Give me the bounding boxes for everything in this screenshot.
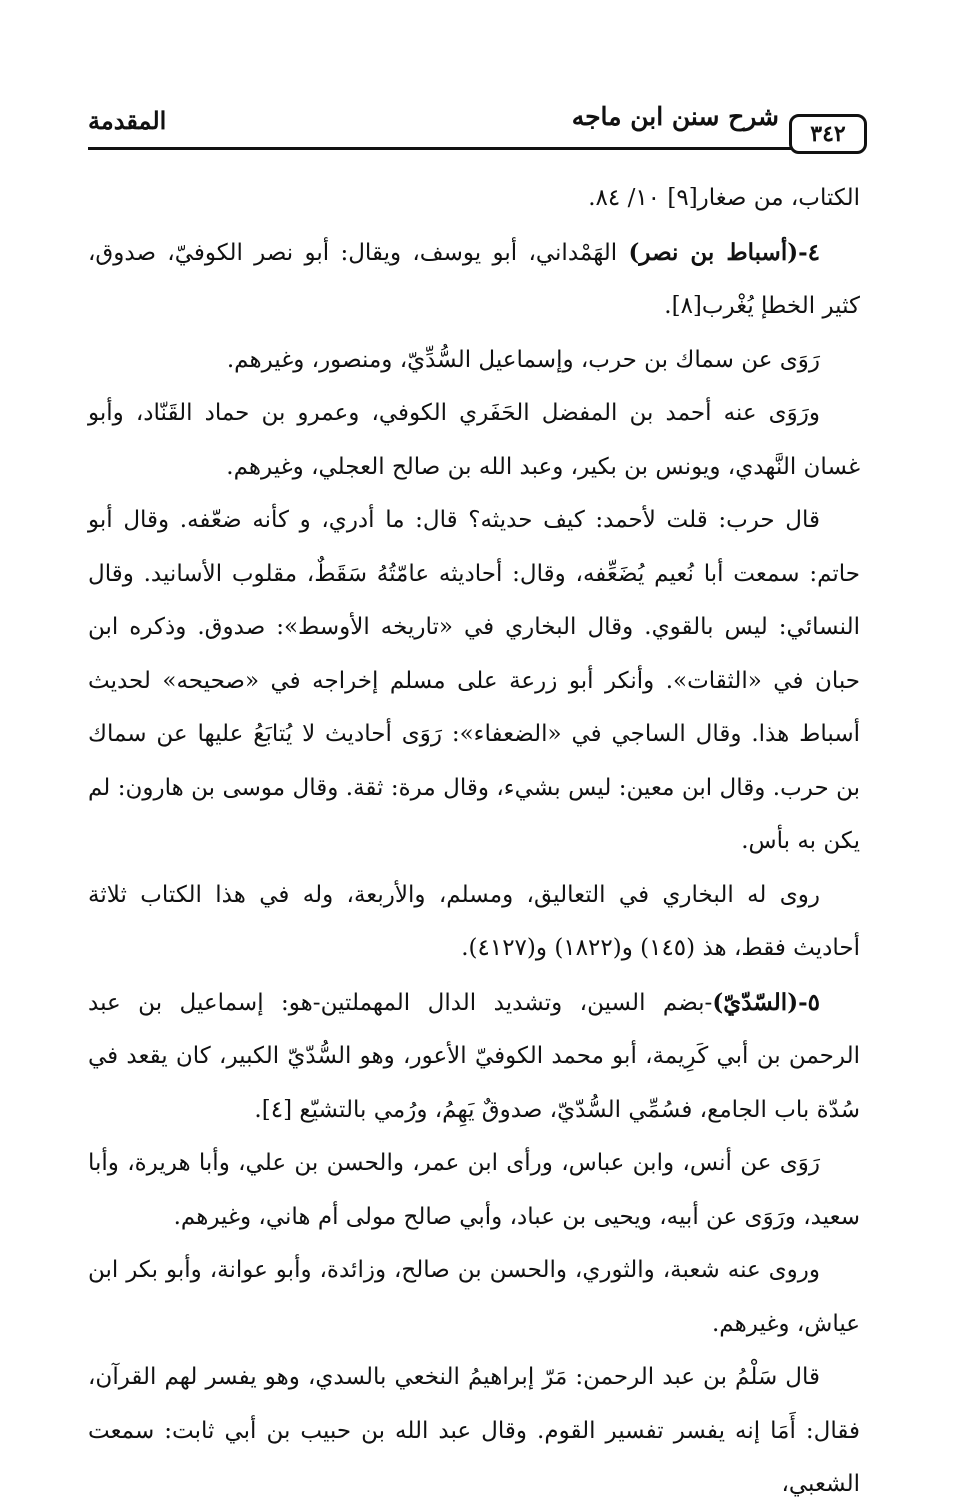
paragraph xyxy=(88,1244,860,1351)
paragraph-text: قال سَلْمُ بن عبد الرحمن: مَرّ إبراهيمُ النخعي بالسدي، وهو يفسر لهم القرآن، فقال: أَمَا إنه يفسر تفسير القوم. وقال عبد الله بن حبيب بن أبي ثابت: سمعت الشعبي، xyxy=(88,1364,860,1497)
paragraph xyxy=(88,1137,860,1244)
section-title: المقدمة xyxy=(88,106,167,135)
paragraph xyxy=(88,1351,860,1512)
paragraph-text: قال حرب: قلت لأحمد: كيف حديثه؟ قال: ما أدري، و كأنه ضعّفه. وقال أبو حاتم: سمعت أبا نُعيم يُضَعِّفه، وقال: أحاديثه عامّتُهُ سَقَطٌ، مقلوب الأسانيد. وقال النسائي: ليس بالقوي. وقال البخاري في «تاريخه الأوسط»: صدوق. وذكره ابن حبان في «الثقات». وأنكر أبو زرعة على مسلم إخراجه في «صحيحه» لحديث أسباط هذا. وقال الساجي في «الضعفاء»: رَوَى أحاديث لا يُتابَعُ عليها عن سماك بن حرب. وقال ابن معين: ليس بشيء، وقال مرة: ثقة. وقال موسى بن هارون: لم يكن به بأس. xyxy=(88,507,860,854)
page-header xyxy=(88,96,867,152)
paragraph xyxy=(88,869,860,976)
paragraph-text: الهَمْداني، أبو يوسف، ويقال: أبو نصر الكوفيّ، صدوق، كثير الخطإ يُغْرب[٨]. xyxy=(88,239,860,319)
paragraph xyxy=(88,976,860,1138)
paragraph xyxy=(88,334,860,388)
paragraph xyxy=(88,226,860,334)
narrator-heading: ٤-(أسباط بن نصر) xyxy=(628,238,820,266)
paragraph-text: رَوَى عن سماك بن حرب، وإسماعيل السُّدِّيّ، ومنصور، وغيرهم. xyxy=(226,346,820,373)
paragraph-text: الكتاب، من صغار[٩] ١٠/ ٨٤. xyxy=(588,185,860,211)
paragraph xyxy=(88,494,860,869)
paragraph xyxy=(88,172,860,226)
paragraph-text: رَوَى عن أنس، وابن عباس، ورأى ابن عمر، والحسن بن علي، وأبا هريرة، وأبا سعيد، ورَوَى عن أبيه، ويحيى بن عباد، وأبي صالح مولى أم هاني، وغيرهم. xyxy=(88,1150,860,1230)
paragraph-text: وروى عنه شعبة، والثوري، والحسن بن صالح، وزائدة، وأبو عوانة، وأبو بكر ابن عياش، وغيرهم. xyxy=(88,1257,860,1337)
paragraph-text: -بضم السين، وتشديد الدال المهملتين-هو: إسماعيل بن عبد الرحمن بن أبي كَرِيمة، أبو محمد الكوفيّ الأعور، وهو السُّدّيّ الكبير، كان يقعد في سُدّة باب الجامع، فسُمِّي السُّدّيّ، صدوقٌ يَهِمُ، ورُمي بالتشيّع [٤]. xyxy=(88,989,860,1123)
paragraph-text: ورَوَى عنه أحمد بن المفضل الحَفَري الكوفي، وعمرو بن حماد القَنّاد، وأبو غسان النَّهدي، ويونس بن بكير، وعبد الله بن صالح العجلي، وغيرهم. xyxy=(88,400,860,480)
header-rule xyxy=(88,147,815,150)
book-title: شرح سنن ابن ماجه xyxy=(571,102,779,131)
narrator-heading: ٥-(السّدّيّ) xyxy=(712,988,820,1016)
paragraph-text: روى له البخاري في التعاليق، ومسلم، والأربعة، وله في هذا الكتاب ثلاثة أحاديث فقط، هذ (١٤٥) و(١٨٢٢) و(٤١٢٧). xyxy=(88,881,860,961)
paragraph xyxy=(88,387,860,494)
page-number: ٣٤٢ xyxy=(810,121,846,147)
page-number-badge xyxy=(789,114,867,154)
body-text xyxy=(88,172,860,1512)
